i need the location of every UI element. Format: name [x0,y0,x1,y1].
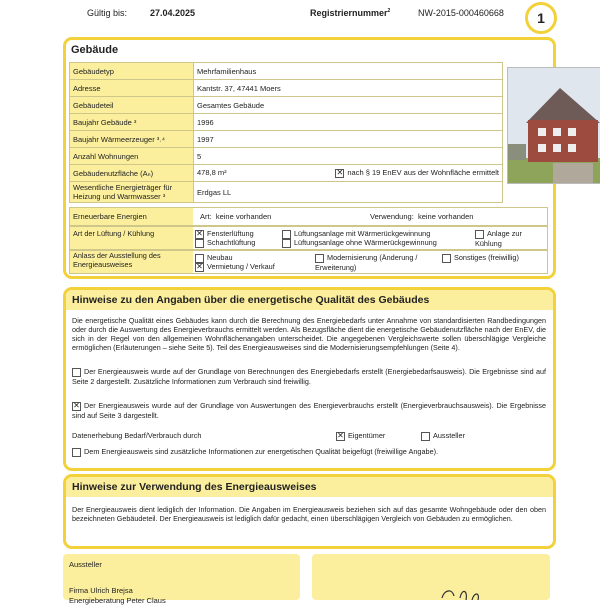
hinweise-intro: Die energetische Qualität eines Gebäudes kann durch die Berechnung des Energiebedarfs unter Annahme von standardisierten Randbedingungen oder durch die Auswertung des Energieverbrauchs ermittelt werden. Als Bezugsfläche dient die energetische Gebäudenutzfläche nach der EnEV, die sich in der Regel von den allgemeinen Wohnflächenangaben unterscheidet. Die angegebenen Vergleichswerte sollen überschlägige Vergleiche ermöglichen (Erläuterungen – siehe Seite 5). Teil des Energieausweises sind die Modernisierungsempfehlungen (Seite 4). [72,316,546,352]
anlass-row [69,250,548,274]
gebaeude-title: Gebäude [71,44,119,56]
row-value: 1996 [194,114,503,131]
firm-name: Firma Ulrich Brejsa [69,586,133,595]
row-label: Gebäudeteil [70,97,194,114]
row-value: 1997 [194,131,503,148]
gebaeude-table [69,62,503,203]
hinweise-verwendung-title: Hinweise zur Verwendung des Energieausweises [66,477,553,497]
row-label: Gebäudetyp [70,63,194,80]
option-verbrauch[interactable]: ✕ Der Energieausweis wurde auf der Grundlage von Auswertungen des Energieverbrauchs erstellt (Energieverbrauchsausweis). Die Ergebnisse sind auf Seite 3 dargestellt. [72,400,546,420]
row-value: 5 [194,148,503,165]
row-value: Gesamtes Gebäude [194,97,503,114]
ventilation-label: Art der Lüftung / Kühlung [70,227,193,249]
erhebung-label: Datenerhebung Bedarf/Verbrauch durch [72,431,202,440]
hinweise-verwendung-text: Der Energieausweis dient lediglich der Information. Die Angaben im Energieausweis beziehen sich auf das gesamte Wohngebäude oder den oben bezeichneten Gebäudeteil. Der Energieausweis ist lediglich dafür gedacht, einen überschlägigen Vergleich von Gebäuden zu ermöglichen. [72,505,546,523]
hinweise-qualitaet-title: Hinweise zu den Angaben über die energetische Qualität des Gebäudes [66,290,553,310]
row-label: Baujahr Gebäude ³ [70,114,194,131]
zusatz-option[interactable]: Dem Energieausweis sind zusätzliche Informationen zur energetischen Qualität beigefügt (freiwillige Angabe). [72,447,438,457]
row-label: Anzahl Wohnungen [70,148,194,165]
vent-option[interactable]: Lüftungsanlage ohne Wärmerückgewinnung [282,238,437,248]
anlass-option[interactable]: Modernisierung (Änderung / Erweiterung) [315,253,418,272]
vent-option[interactable]: Anlage zur Kühlung [475,229,522,248]
ventilation-row [69,226,548,250]
row-label: Wesentliche Energieträger für Heizung und Warmwasser ³ [70,182,194,203]
valid-label: Gültig bis: [87,8,128,18]
renewables-row [69,207,548,226]
anlass-option[interactable]: Neubau [195,253,233,263]
reg-label: Registriernummer$^2$ [310,8,391,18]
reg-number: NW-2015-000460668 [418,8,504,18]
row-value: Mehrfamilienhaus [194,63,503,80]
row-label: Baujahr Wärmeerzeuger ³˒⁴ [70,131,194,148]
row-label: Adresse [70,80,194,97]
page-number-badge: 1 [525,2,557,34]
firm-name-2: Energieberatung Peter Claus [69,596,166,605]
row-value: Kantstr. 37, 47441 Moers [194,80,503,97]
renewables-use: Verwendung: keine vorhanden [370,212,474,221]
gebaeude-section [63,37,556,279]
anlass-option[interactable]: Sonstiges (freiwillig) [442,253,522,263]
valid-date: 27.04.2025 [150,8,196,18]
aussteller-option[interactable]: Aussteller [421,431,465,441]
hinweise-verwendung-section [63,474,556,549]
building-photo [507,67,600,184]
row-value: Erdgas LL [194,182,503,203]
checkbox-checked[interactable]: ✕ [336,167,344,177]
eigentuemer-option[interactable]: ✕ Eigentümer [337,430,386,440]
option-bedarf[interactable]: Der Energieausweis wurde auf der Grundlage von Berechnungen des Energiebedarfs erstellt (Energiebedarfsausweis). Die Ergebnisse sind auf Seite 2 dargestellt. Zusätzliche Informationen zum Verbrauch sind freiwillig. [72,367,546,386]
vent-option[interactable]: Lüftungsanlage mit Wärmerückgewinnung [282,229,430,239]
aussteller-label: Aussteller [69,560,102,569]
renewables-art: Art: keine vorhanden [200,212,272,221]
hinweise-qualitaet-section [63,287,556,471]
row-value-area: 478,8 m² ✕ nach § 19 EnEV aus der Wohnfläche ermittelt [194,165,503,182]
row-label: Gebäudenutzfläche (Aₙ) [70,165,194,182]
anlass-label: Anlass der Ausstellung des Energieausweises [70,251,193,273]
aussteller-box [63,554,300,605]
vent-option[interactable]: Schachtlüftung [195,238,255,248]
signature-graphic [312,554,550,600]
top-bar [0,0,600,30]
vent-option[interactable]: ✕ Fensterlüftung [196,228,254,238]
renewables-label: Erneuerbare Energien [70,208,193,225]
anlass-option[interactable]: ✕ Vermietung / Verkauf [196,261,275,271]
signature-box [312,554,550,600]
